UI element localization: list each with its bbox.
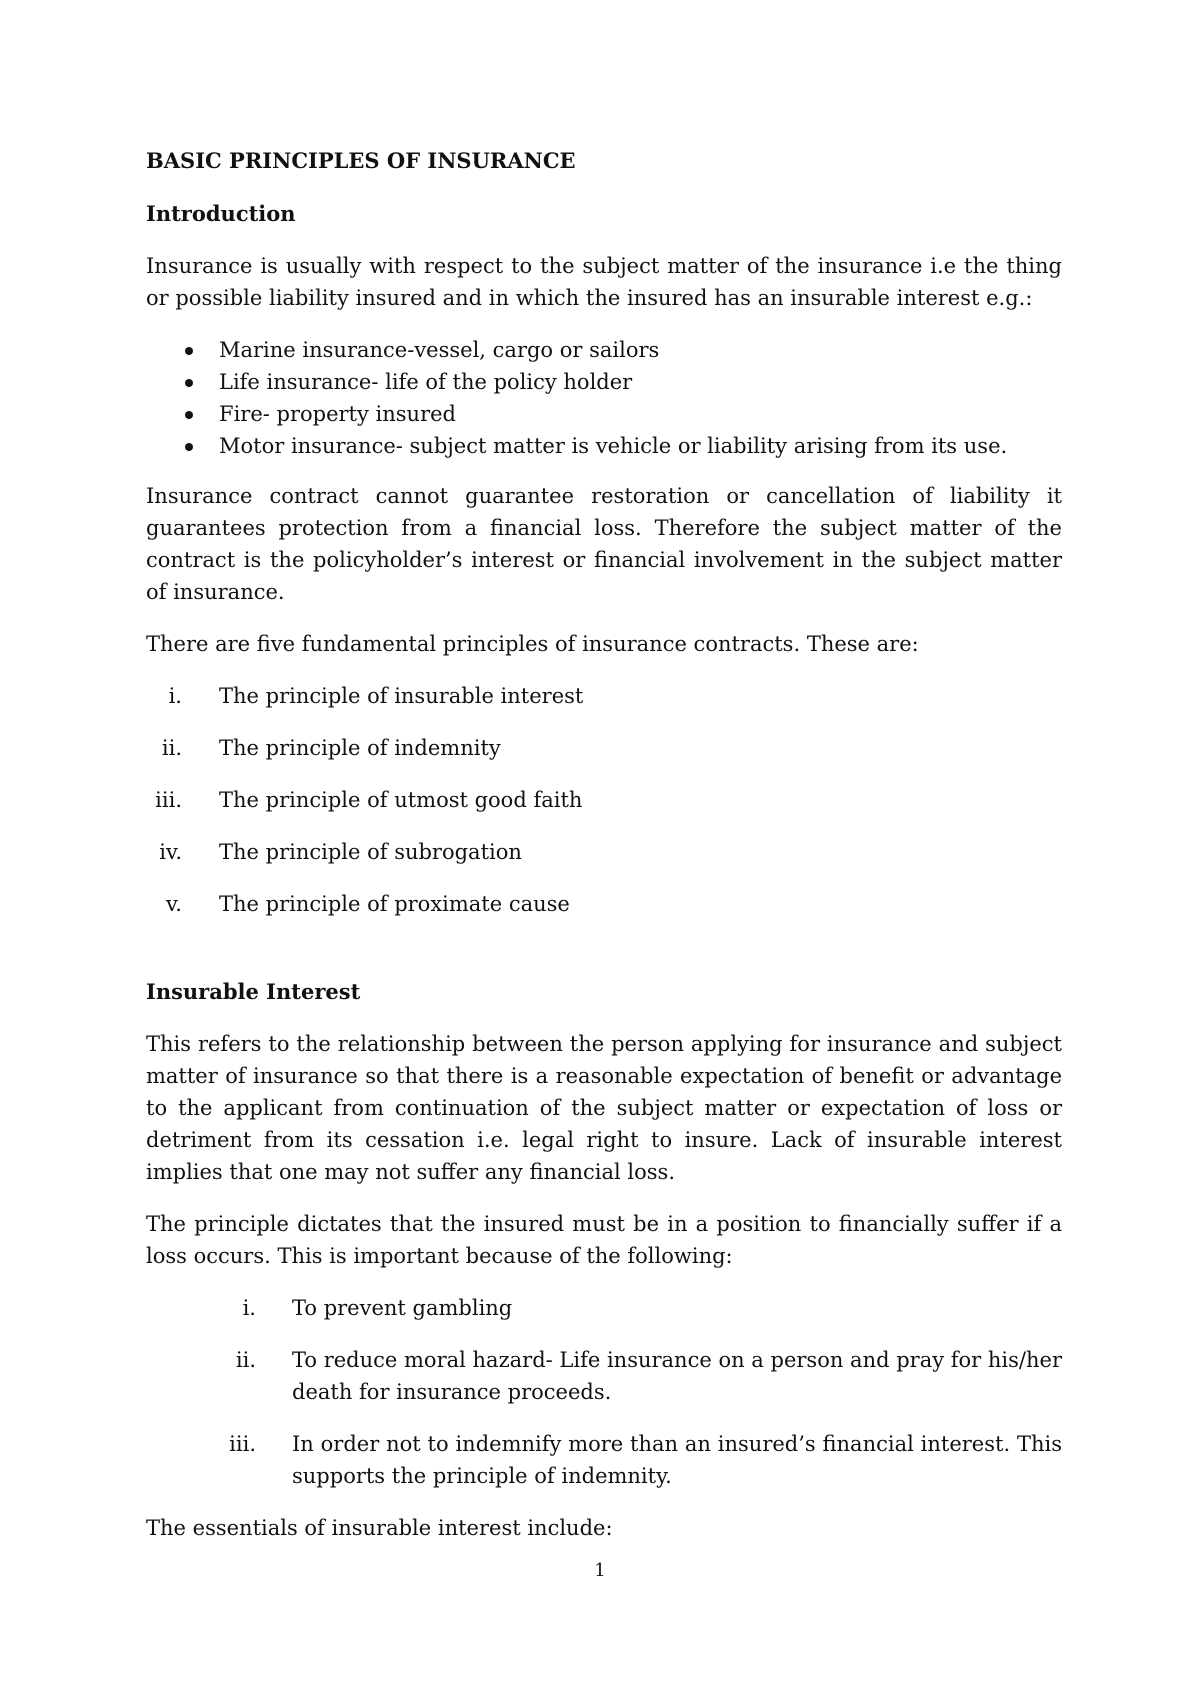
introduction-paragraph: Insurance is usually with respect to the subject matter of the insurance i.e the thing or possible liability insured and in which the insured has an insurable interest e.g.: [146,254,1062,310]
essentials-paragraph: The essentials of insurable interest include: [146,1516,613,1540]
list-item: Motor insurance- subject matter is vehicle or liability arising from its use. [146,430,1062,462]
introduction-heading: Introduction [146,201,296,226]
list-item: i. To prevent gambling [242,1296,513,1320]
contract-paragraph: Insurance contract cannot guarantee restoration or cancellation of liability it guarantees protection from a financial loss. Therefore the subject matter of the contract is the policyholder’s interest or financial involvement in the subject matter of insurance. [146,484,1062,604]
list-item: Marine insurance-vessel, cargo or sailors [146,334,1062,366]
list-item: ii. The principle of indemnity [161,736,501,760]
bullet-icon [185,443,193,451]
section-spacer [146,940,1062,976]
page-number: 1 [594,1560,606,1581]
bullet-icon [185,347,193,355]
insurance-types-list [146,334,1062,462]
list-item: iii. In order not to indemnify more than an insured’s financial interest. This supports the principle of indemnity. [229,1432,1062,1488]
bullet-icon [185,379,193,387]
list-item: i. The principle of insurable interest [168,684,584,708]
document-page [146,145,1062,1564]
list-item: v. The principle of proximate cause [165,892,570,916]
insurable-interest-heading: Insurable Interest [146,979,361,1004]
list-item: iii. The principle of utmost good faith [155,788,583,812]
insurable-interest-paragraph: This refers to the relationship between the person applying for insurance and subject matter of insurance so that there is a reasonable expectation of benefit or advantage to the applicant from continuation of the subject matter or expectation of loss or detriment from its cessation i.e. legal right to insure. Lack of insurable interest implies that one may not suffer any financial loss. [146,1032,1062,1184]
document-title: BASIC PRINCIPLES OF INSURANCE [146,148,576,173]
list-item: ii. To reduce moral hazard- Life insurance on a person and pray for his/her death for insurance proceeds. [235,1348,1062,1404]
list-item: iv. The principle of subrogation [159,840,522,864]
principles-list [146,680,1062,920]
five-principles-intro: There are five fundamental principles of insurance contracts. These are: [146,632,919,656]
bullet-icon [185,411,193,419]
principle-dictates-paragraph: The principle dictates that the insured must be in a position to financially suffer if a loss occurs. This is important because of the following: [146,1212,1062,1268]
list-item: Fire- property insured [146,398,1062,430]
list-item: Life insurance- life of the policy holder [146,366,1062,398]
importance-reasons-list [146,1292,1062,1492]
